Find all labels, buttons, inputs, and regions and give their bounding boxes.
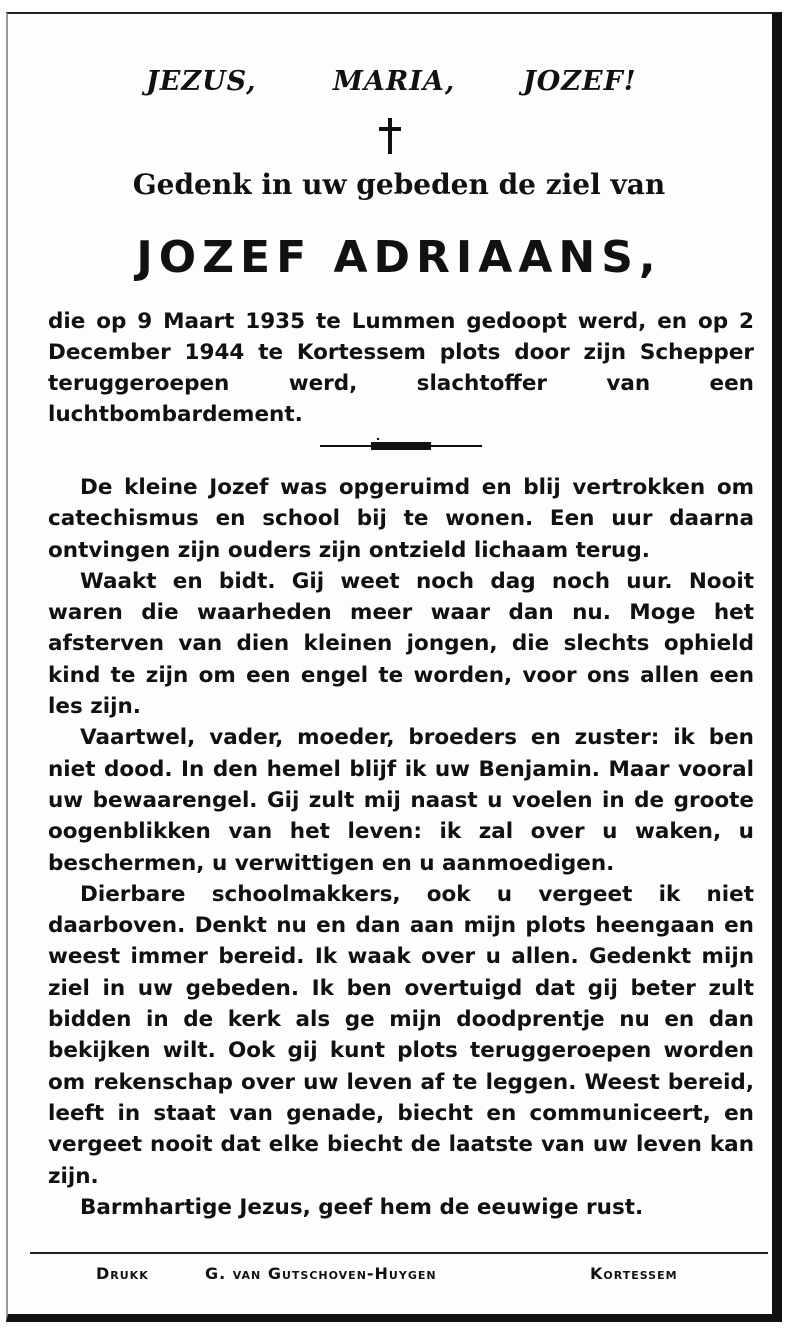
paragraph: De kleine Jozef was opgeruimd en blij vertrokken om catechismus en school bij te wonen. Een uur daarna ontvingen zijn ouders zijn ontzield lichaam terug. <box>48 475 754 563</box>
closing-prayer: Barmhartige Jezus, geef hem de eeuwige rust. <box>80 1194 644 1220</box>
printer-label: Drukk <box>96 1264 149 1283</box>
remember-line: Gedenk in uw gebeden de ziel van <box>132 168 666 201</box>
invocation-jozef: JOZEF! <box>523 66 637 97</box>
paragraph: Dierbare schoolmakkers, ook u vergeet ik niet daarboven. Denkt nu en dan aan mijn plots heengaan en weest immer bereid. Ik waak over u allen. Gedenkt mijn ziel in uw gebeden. Ik ben overtuigd dat gij beter zult bidden in de kerk als ge mijn doodprentje nu en dan bekijken wilt. Ook gij kunt plots teruggeroepen worden om rekenschap over uw leven af te leggen. Weest bereid, leeft in staat van genade, biecht en communiceert, en vergeet nooit dat elke biecht de laatste van uw leven kan zijn. <box>48 881 754 1189</box>
invocation-maria: MARIA, <box>333 66 456 97</box>
printer-line <box>0 1264 798 1294</box>
printer-place: Kortessem <box>590 1264 678 1283</box>
divider-ornament-icon <box>320 436 482 456</box>
paragraph: Vaartwel, vader, moeder, broeders en zuster: ik ben niet dood. In den hemel blijf ik uw Benjamin. Maar vooral uw bewaarengel. Gij zult mij naast u voelen in de groote oogenblikken van het leven: ik zal over u waken, u beschermen, u verwittigen en u aanmoedigen. <box>48 725 754 876</box>
invocation-jezus: JEZUS, <box>146 66 257 97</box>
invocation <box>0 66 798 110</box>
memorial-text <box>48 472 754 1223</box>
cross-icon <box>375 116 405 156</box>
intro-text: die op 9 Maart 1935 te Lummen gedoopt werd, en op 2 December 1944 te Kortessem plots door zijn Schepper teruggeroepen werd, slachtoffer van een luchtbombardement. <box>48 309 754 427</box>
printer-name: G. van Gutschoven-Huygen <box>205 1264 437 1283</box>
paragraph: Waakt en bidt. Gij weet noch dag noch uur. Nooit waren die waarheden meer waar dan nu. Moge het afsterven van dien kleinen jongen, die slechts ophield kind te zijn om een engel te worden, voor ons allen een les zijn. <box>48 568 754 720</box>
deceased-name: JOZEF ADRIAANS, <box>136 232 662 283</box>
footer-divider <box>30 1252 768 1254</box>
